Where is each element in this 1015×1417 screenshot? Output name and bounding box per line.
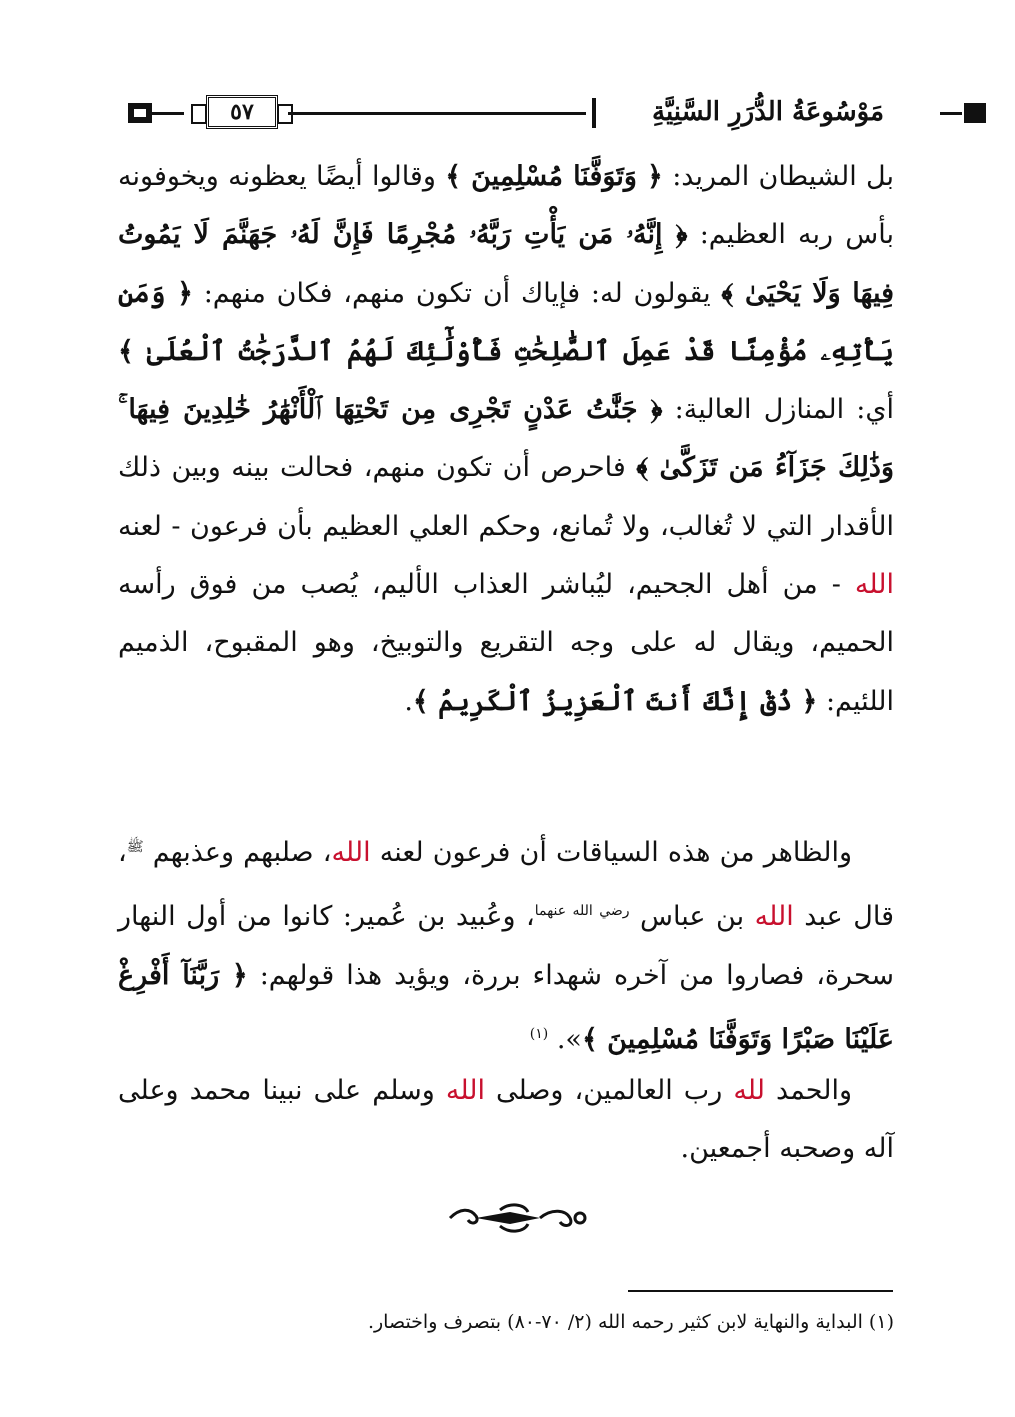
quran-verse: ﴿ وَمَن يَأْتِهِۦ مُؤْمِنًا قَدْ عَمِلَ ٱلصَّٰلِحَٰتِ فَأُوْلَٰٓئِكَ لَهُمُ ٱلدَّرَجَٰتُ ٱلْعُلَىٰ ﴾ [118, 277, 894, 367]
footnote: (١) البداية والنهاية لابن كثير رحمه الله (٢/ ٧٠-٨٠) بتصرف واختصار. [367, 1311, 894, 1333]
header-square-left-inner [134, 109, 146, 117]
divine-name: الله [331, 837, 371, 868]
text-run: ، قال عبد [118, 837, 894, 933]
quran-verse: ﴿ إِنَّهُۥ مَن يَأْتِ رَبَّهُۥ مُجْرِمًا فَإِنَّ لَهُۥ جَهَنَّمَ لَا يَمُوتُ فِيهَا وَلَا يَحْيَىٰ ﴾ [118, 219, 894, 309]
paragraph-text [118, 1062, 894, 1179]
series-title: مَوْسُوعَةُ الدُّرَرِ السَّنِيَّةِ [652, 97, 885, 127]
paragraph-1 [118, 148, 894, 731]
paragraph-2 [118, 818, 894, 1069]
header-rule [940, 112, 962, 115]
text-run: رب العالمين، وصلى [485, 1075, 734, 1106]
ornament-divider-icon [440, 1198, 590, 1238]
header-square-right [964, 103, 986, 123]
honorific-glyph: رضي الله عنهما [534, 903, 630, 920]
text-run: بن عباس [629, 901, 755, 933]
footnote-reference[interactable]: (١) [529, 1025, 549, 1042]
quran-verse: ﴿ وَتَوَفَّنَا مُسْلِمِينَ ﴾ [445, 161, 663, 192]
text-run: والحمد [764, 1075, 853, 1106]
paragraph-text [118, 148, 894, 731]
divine-name: الله [754, 901, 794, 933]
text-run: يقولون له: فإياك أن تكون منهم، فكان منهم: [192, 277, 722, 309]
text-run: ، صلبهم وعذبهم [143, 837, 332, 868]
paragraph-3 [118, 1062, 894, 1179]
quran-verse: ﴿ رَبَّنَآ أَفْرِغْ عَلَيْنَا صَبْرًا وَتَوَفَّنَا مُسْلِمِينَ ﴾ [118, 959, 894, 1055]
quran-verse: ﴿ جَنَّٰتُ عَدْنٍ تَجْرِى مِن تَحْتِهَا ٱلْأَنْهَٰرُ خَٰلِدِينَ فِيهَا ۚ وَذَٰلِكَ جَزَآءُ مَن تَزَكَّىٰ ﴾ [118, 394, 894, 484]
text-run: . [404, 685, 413, 717]
divine-name: الله [445, 1075, 485, 1106]
page-number: ٥٧ [206, 95, 278, 129]
header-rule [288, 112, 586, 115]
text-run: وسلم على نبينا محمد وعلى آله وصحبه أجمعين. [118, 1075, 894, 1165]
paragraph-text [118, 818, 894, 1069]
quran-verse: ﴿ ذُقْ إِنَّكَ أَنتَ ٱلْعَزِيزُ ٱلْكَرِيمُ ﴾ [412, 685, 818, 717]
text-run: ، وعُبيد بن عُمير: كانوا من أول النهار سحرة، فصاروا من آخره شهداء بررة، ويؤيد هذا قولهم: [118, 901, 895, 991]
divine-name: الله [854, 569, 894, 601]
header-rule [152, 112, 184, 115]
text-run: أي: المنازل العالية: [662, 394, 894, 426]
honorific-glyph: ﷺ [126, 839, 144, 855]
divine-name: لله [733, 1075, 765, 1106]
text-run: فاحرص أن تكون منهم، فحالت بينه وبين ذلك الأقدار التي لا تُغالب، ولا تُمانع، وحكم العلي العظيم بأن فرعون - لعنه [118, 452, 894, 542]
text-run: وقالوا أيضًا يعظونه ويخوفونه بأس ربه العظيم: [118, 161, 894, 251]
header-bar [592, 98, 596, 128]
text-run: بل الشيطان المريد: [662, 161, 894, 192]
footnote-rule [628, 1290, 893, 1292]
text-run: ». [548, 1023, 582, 1055]
text-run: - من أهل الجحيم، ليُباشر العذاب الأليم، يُصب من فوق رأسه الحميم، ويقال له على وجه التقريع والتوبيخ، وهو المقبوح، الذميم اللئيم: [118, 569, 894, 717]
text-run: والظاهر من هذه السياقات أن فرعون لعنه [370, 837, 853, 868]
page-header [118, 88, 893, 138]
